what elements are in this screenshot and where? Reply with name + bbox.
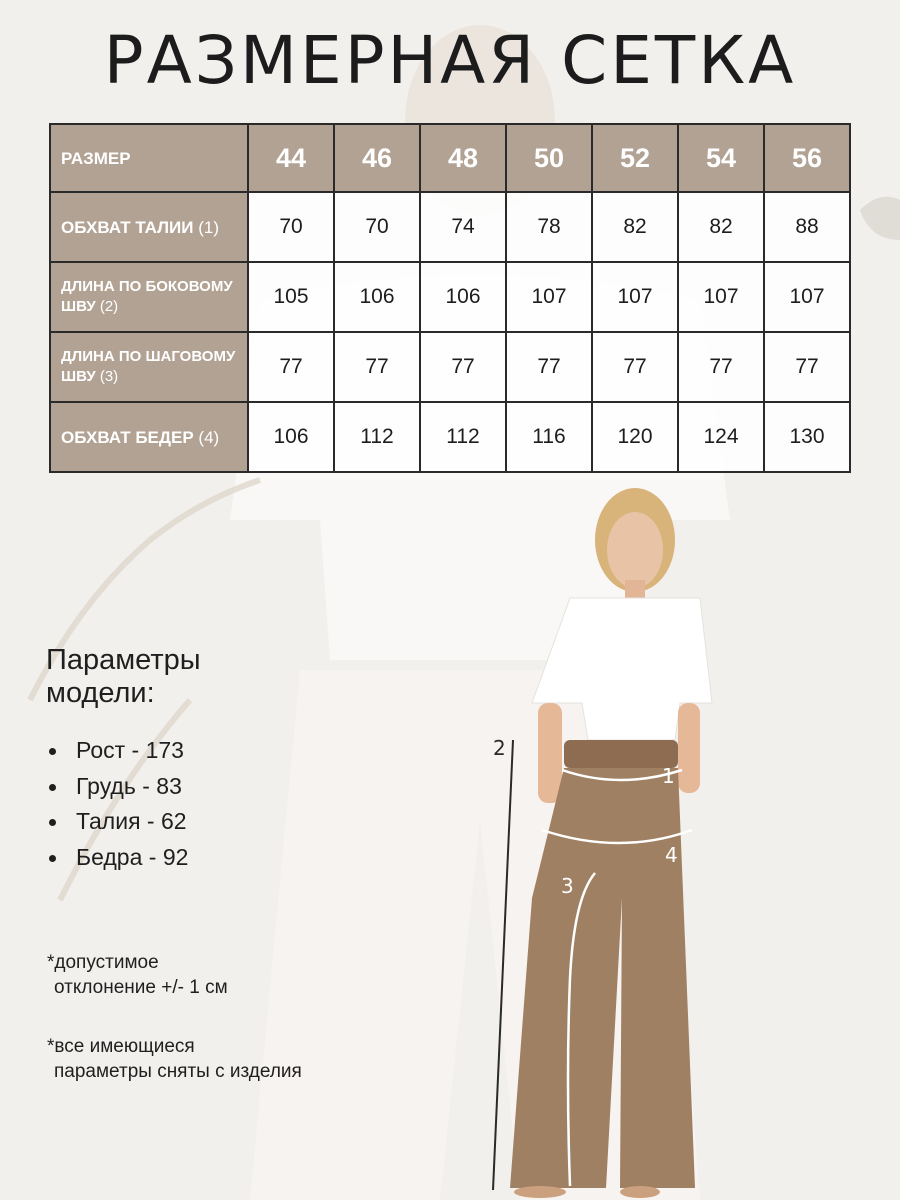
model-param-text: Бедра - 92 — [76, 843, 189, 870]
bullet-icon — [49, 855, 56, 862]
table-cell: 78 — [506, 192, 592, 262]
table-cell: 124 — [678, 402, 764, 472]
table-cell: 82 — [592, 192, 678, 262]
row-label-number: (1) — [198, 217, 220, 237]
table-cell: 106 — [420, 262, 506, 332]
table-cell: 106 — [334, 262, 420, 332]
table-cell: 120 — [592, 402, 678, 472]
size-header-cell: 52 — [592, 124, 678, 192]
table-cell: 107 — [592, 262, 678, 332]
model-photo — [470, 478, 900, 1200]
table-cell: 77 — [334, 332, 420, 402]
bullet-icon — [49, 748, 56, 755]
list-item — [46, 840, 188, 876]
table-cell: 77 — [678, 332, 764, 402]
table-cell: 107 — [764, 262, 850, 332]
bullet-icon — [49, 784, 56, 791]
size-header-cell: 46 — [334, 124, 420, 192]
table-cell: 74 — [420, 192, 506, 262]
size-header-cell: 44 — [248, 124, 334, 192]
table-cell: 106 — [248, 402, 334, 472]
table-cell: 77 — [592, 332, 678, 402]
table-row — [50, 262, 850, 332]
table-cell: 77 — [506, 332, 592, 402]
measurement-source-note — [47, 1034, 302, 1084]
measure-marker-3: 3 — [561, 874, 574, 898]
table-cell: 70 — [334, 192, 420, 262]
row-label-inseam — [50, 332, 248, 402]
table-cell: 112 — [420, 402, 506, 472]
bullet-icon — [49, 819, 56, 826]
table-cell: 70 — [248, 192, 334, 262]
page-title: РАЗМЕРНАЯ СЕТКА — [103, 22, 797, 99]
table-cell: 77 — [764, 332, 850, 402]
table-row — [50, 192, 850, 262]
size-header-cell: 54 — [678, 124, 764, 192]
table-cell: 130 — [764, 402, 850, 472]
row-label-text: ДЛИНА ПО БОКОВОМУ ШВУ — [61, 278, 233, 315]
model-param-text: Талия - 62 — [76, 808, 187, 834]
size-header-cell: 50 — [506, 124, 592, 192]
size-header-row — [50, 124, 850, 192]
model-params-list — [46, 733, 188, 875]
row-label-number: (3) — [99, 368, 119, 385]
note-line: параметры сняты с изделия — [54, 1061, 302, 1082]
model-params-title: Параметры модели: — [46, 644, 201, 709]
table-row — [50, 402, 850, 472]
list-item — [46, 769, 188, 805]
table-cell: 107 — [678, 262, 764, 332]
list-item — [46, 733, 188, 769]
table-row — [50, 332, 850, 402]
measure-marker-1: 1 — [662, 764, 675, 788]
row-label-side-seam — [50, 262, 248, 332]
row-label-text: ДЛИНА ПО ШАГОВОМУ ШВУ — [61, 348, 236, 385]
row-label-text: ОБХВАТ БЕДЕР — [61, 427, 194, 447]
measure-marker-2: 2 — [493, 736, 506, 760]
list-item — [46, 804, 188, 840]
size-header-label: РАЗМЕР — [50, 124, 248, 192]
table-cell: 88 — [764, 192, 850, 262]
table-cell: 112 — [334, 402, 420, 472]
row-label-text: ОБХВАТ ТАЛИИ — [61, 217, 194, 237]
row-label-number: (2) — [99, 298, 119, 315]
measure-marker-4: 4 — [665, 843, 678, 867]
table-cell: 116 — [506, 402, 592, 472]
table-cell: 82 — [678, 192, 764, 262]
table-cell: 77 — [420, 332, 506, 402]
table-cell: 105 — [248, 262, 334, 332]
model-param-text: Рост - 173 — [76, 737, 184, 763]
row-label-number: (4) — [198, 427, 220, 447]
row-label-waist — [50, 192, 248, 262]
row-label-hips — [50, 402, 248, 472]
size-table-body — [50, 124, 850, 472]
note-line: отклонение +/- 1 см — [54, 977, 228, 998]
tolerance-note — [47, 950, 228, 1000]
size-header-cell: 56 — [764, 124, 850, 192]
table-cell: 107 — [506, 262, 592, 332]
note-line: *допустимое — [47, 952, 159, 973]
model-param-text: Грудь - 83 — [76, 772, 182, 799]
size-header-cell: 48 — [420, 124, 506, 192]
note-line: *все имеющиеся — [47, 1036, 195, 1057]
size-table — [49, 123, 851, 473]
table-cell: 77 — [248, 332, 334, 402]
